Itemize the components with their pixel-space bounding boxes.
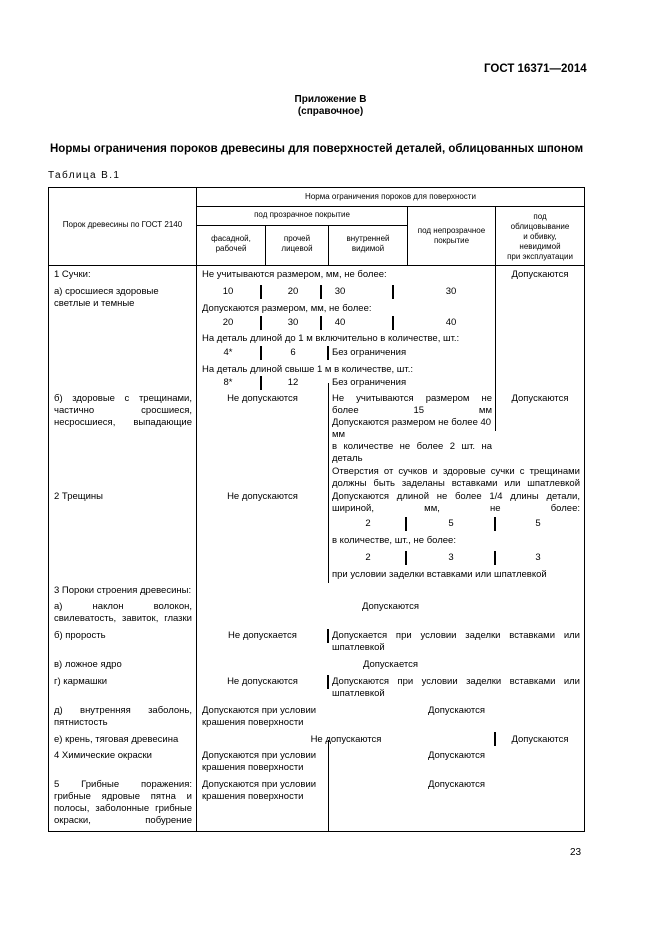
row-knots-a-label: а) сросшиеся здоровые светлые и темные [54,286,159,309]
structure-e-not-allowed: Не допускаются [310,734,382,745]
header-cladding: под облицовывание и обивку, невидимой при эксплуатации [507,212,573,261]
structure-e-allowed: Допускаются [511,734,569,745]
cracks-width-bar-1 [405,517,407,531]
fungal-condition: Допускаются при условии крашения поверхности [202,779,317,802]
cracks-length: Допускаются длиной не более 1/4 длины детали, шириной, мм, не более: [332,491,580,514]
cracks-width-inner: 2 [365,518,371,529]
header-inner: внутренней видимой [346,234,390,253]
row4-bar-1 [260,376,262,390]
row-structure-g-label: г) кармашки [54,676,108,687]
per-part-over-1m-line: На деталь длиной свыше 1 м в количестве, шт.: [202,364,413,375]
row4-value-other: 12 [287,377,299,388]
header-norm-group: Норма ограничения пороков для поверхности [305,192,476,201]
structure-d-condition: Допускаются при условии крашения поверхности [202,705,317,728]
cracks-qty-inner: 2 [365,552,371,563]
header-bottom-divider [48,265,585,266]
row2-value-inner: 40 [334,317,346,328]
row4-no-limit: Без ограничения [332,377,407,388]
header-divider-2 [196,225,407,226]
cracks-qty-cladding: 3 [535,552,541,563]
row3-no-limit: Без ограничения [332,347,407,358]
row1-bar-2 [320,285,322,299]
page-number: 23 [570,847,582,858]
row2-bar-2 [320,316,322,330]
row-knots-label: 1 Сучки: [54,269,91,280]
cracks-qty-label: в количестве, шт., не более: [332,535,456,546]
allowed-size-line: Допускаются размером, мм, не более: [202,303,372,314]
row-knots-b-label: б) здоровые с трещинами, частично сросшиеся, несросшиеся, выпадающие [54,393,192,428]
body-divider-inner [328,383,329,583]
header-defect-column: Порок древесины по ГОСТ 2140 [62,220,183,229]
structure-g-bar [327,675,329,689]
table-border-right [584,187,585,832]
body-divider-last-col [495,266,496,431]
row2-bar-3 [392,316,394,330]
row1-value-opaque: 30 [445,286,457,297]
table-border-bottom [48,831,585,832]
row3-value-facade: 4* [223,347,233,358]
row1-value-other: 20 [287,286,299,297]
knots-b-not-allowed: Не допускаются [227,393,298,404]
structure-g-not-allowed: Не допускаются [227,676,298,687]
row3-bar-2 [327,346,329,360]
structure-a-allowed: Допускаются [361,601,420,612]
row-structure-a-label: а) наклон волокон, свилеватость, завиток, глазки [54,601,192,624]
appendix-heading [0,94,661,118]
header-transparent-group: под прозрачное покрытие [254,210,350,219]
cracks-qty-bar-2 [494,551,496,565]
knots-b-allowed-size: Допускаются размером не более 40 мм [332,417,492,440]
cracks-qty-opaque: 3 [448,552,454,563]
table-border-top [48,187,585,188]
row-structure-b-label: б) прорость [54,630,106,641]
fungal-allowed: Допускаются [427,779,486,790]
row2-bar-1 [260,316,262,330]
header-facade: фасадной, рабочей [211,234,251,253]
row-structure-d-label: д) внутренняя заболонь, пятнистость [54,705,192,728]
cracks-width-cladding: 5 [535,518,541,529]
row1-bar-1 [260,285,262,299]
defects-table [48,187,585,832]
header-divider-1 [196,206,584,207]
header-opaque: под непрозрачное покрытие [417,226,486,245]
structure-v-allowed: Допускается [362,659,419,670]
row4-value-facade: 8* [223,377,233,388]
structure-e-bar [494,732,496,746]
chemical-allowed: Допускаются [427,750,486,761]
row2-value-other: 30 [287,317,299,328]
row2-value-facade: 20 [222,317,234,328]
chemical-condition: Допускаются при условии крашения поверхности [202,750,317,773]
structure-b-bar [327,629,329,643]
row3-bar-1 [260,346,262,360]
per-part-1m-line: На деталь длиной до 1 м включительно в количестве, шт.: [202,333,460,344]
row-structure-v-label: в) ложное ядро [54,659,122,670]
knot-holes-note: Отверстия от сучков и здоровые сучки с трещинами должны быть заделаны вставками или шпатлевкой [332,466,580,489]
table-border-left [48,187,49,832]
appendix-title: Приложение В [294,94,367,105]
structure-d-allowed: Допускаются [427,705,486,716]
header-other-face: прочей лицевой [281,234,313,253]
row-chemical-label: 4 Химические окраски [54,750,152,761]
row2-value-opaque: 40 [445,317,457,328]
cracks-width-opaque: 5 [448,518,454,529]
cracks-condition: при условии заделки вставками или шпатлевкой [332,569,547,580]
structure-b-not-allowed: Не допускается [228,630,297,641]
appendix-subtitle: (справочное) [297,106,364,117]
table-label: Таблица В.1 [48,170,121,181]
document-code: ГОСТ 16371—2014 [484,63,587,75]
knots-not-counted: Не учитываются размером, мм, не более: [202,269,387,280]
structure-g-allowed: Допускаются при условии заделки вставками или шпатлевкой [332,676,580,699]
row-structure-e-label: е) крень, тяговая древесина [54,734,179,745]
knots-b-not-counted: Не учитываются размером не более 15 мм [332,393,492,416]
knots-b-quantity: в количестве не более 2 шт. на деталь [332,441,492,464]
structure-b-allowed: Допускается при условии заделки вставками или шпатлевкой [332,630,580,653]
row1-bar-3 [392,285,394,299]
cracks-not-allowed: Не допускаются [227,491,298,502]
knots-allowed-cladding: Допускаются [511,269,569,280]
row-fungal-label: 5 Грибные поражения: грибные ядровые пятна и полосы, заболонные грибные окраски, побурение [54,779,192,826]
knots-b-allowed-cladding: Допускаются [511,393,569,404]
main-title: Нормы ограничения пороков древесины для поверхностей деталей, облицованных шпоном [50,143,584,155]
row1-value-inner: 30 [334,286,346,297]
row-structure-label: 3 Пороки строения древесины: [54,585,192,596]
cracks-width-bar-2 [494,517,496,531]
row3-value-other: 6 [290,347,296,358]
row1-value-facade: 10 [222,286,234,297]
cracks-qty-bar-1 [405,551,407,565]
row-cracks-label: 2 Трещины [54,491,103,502]
